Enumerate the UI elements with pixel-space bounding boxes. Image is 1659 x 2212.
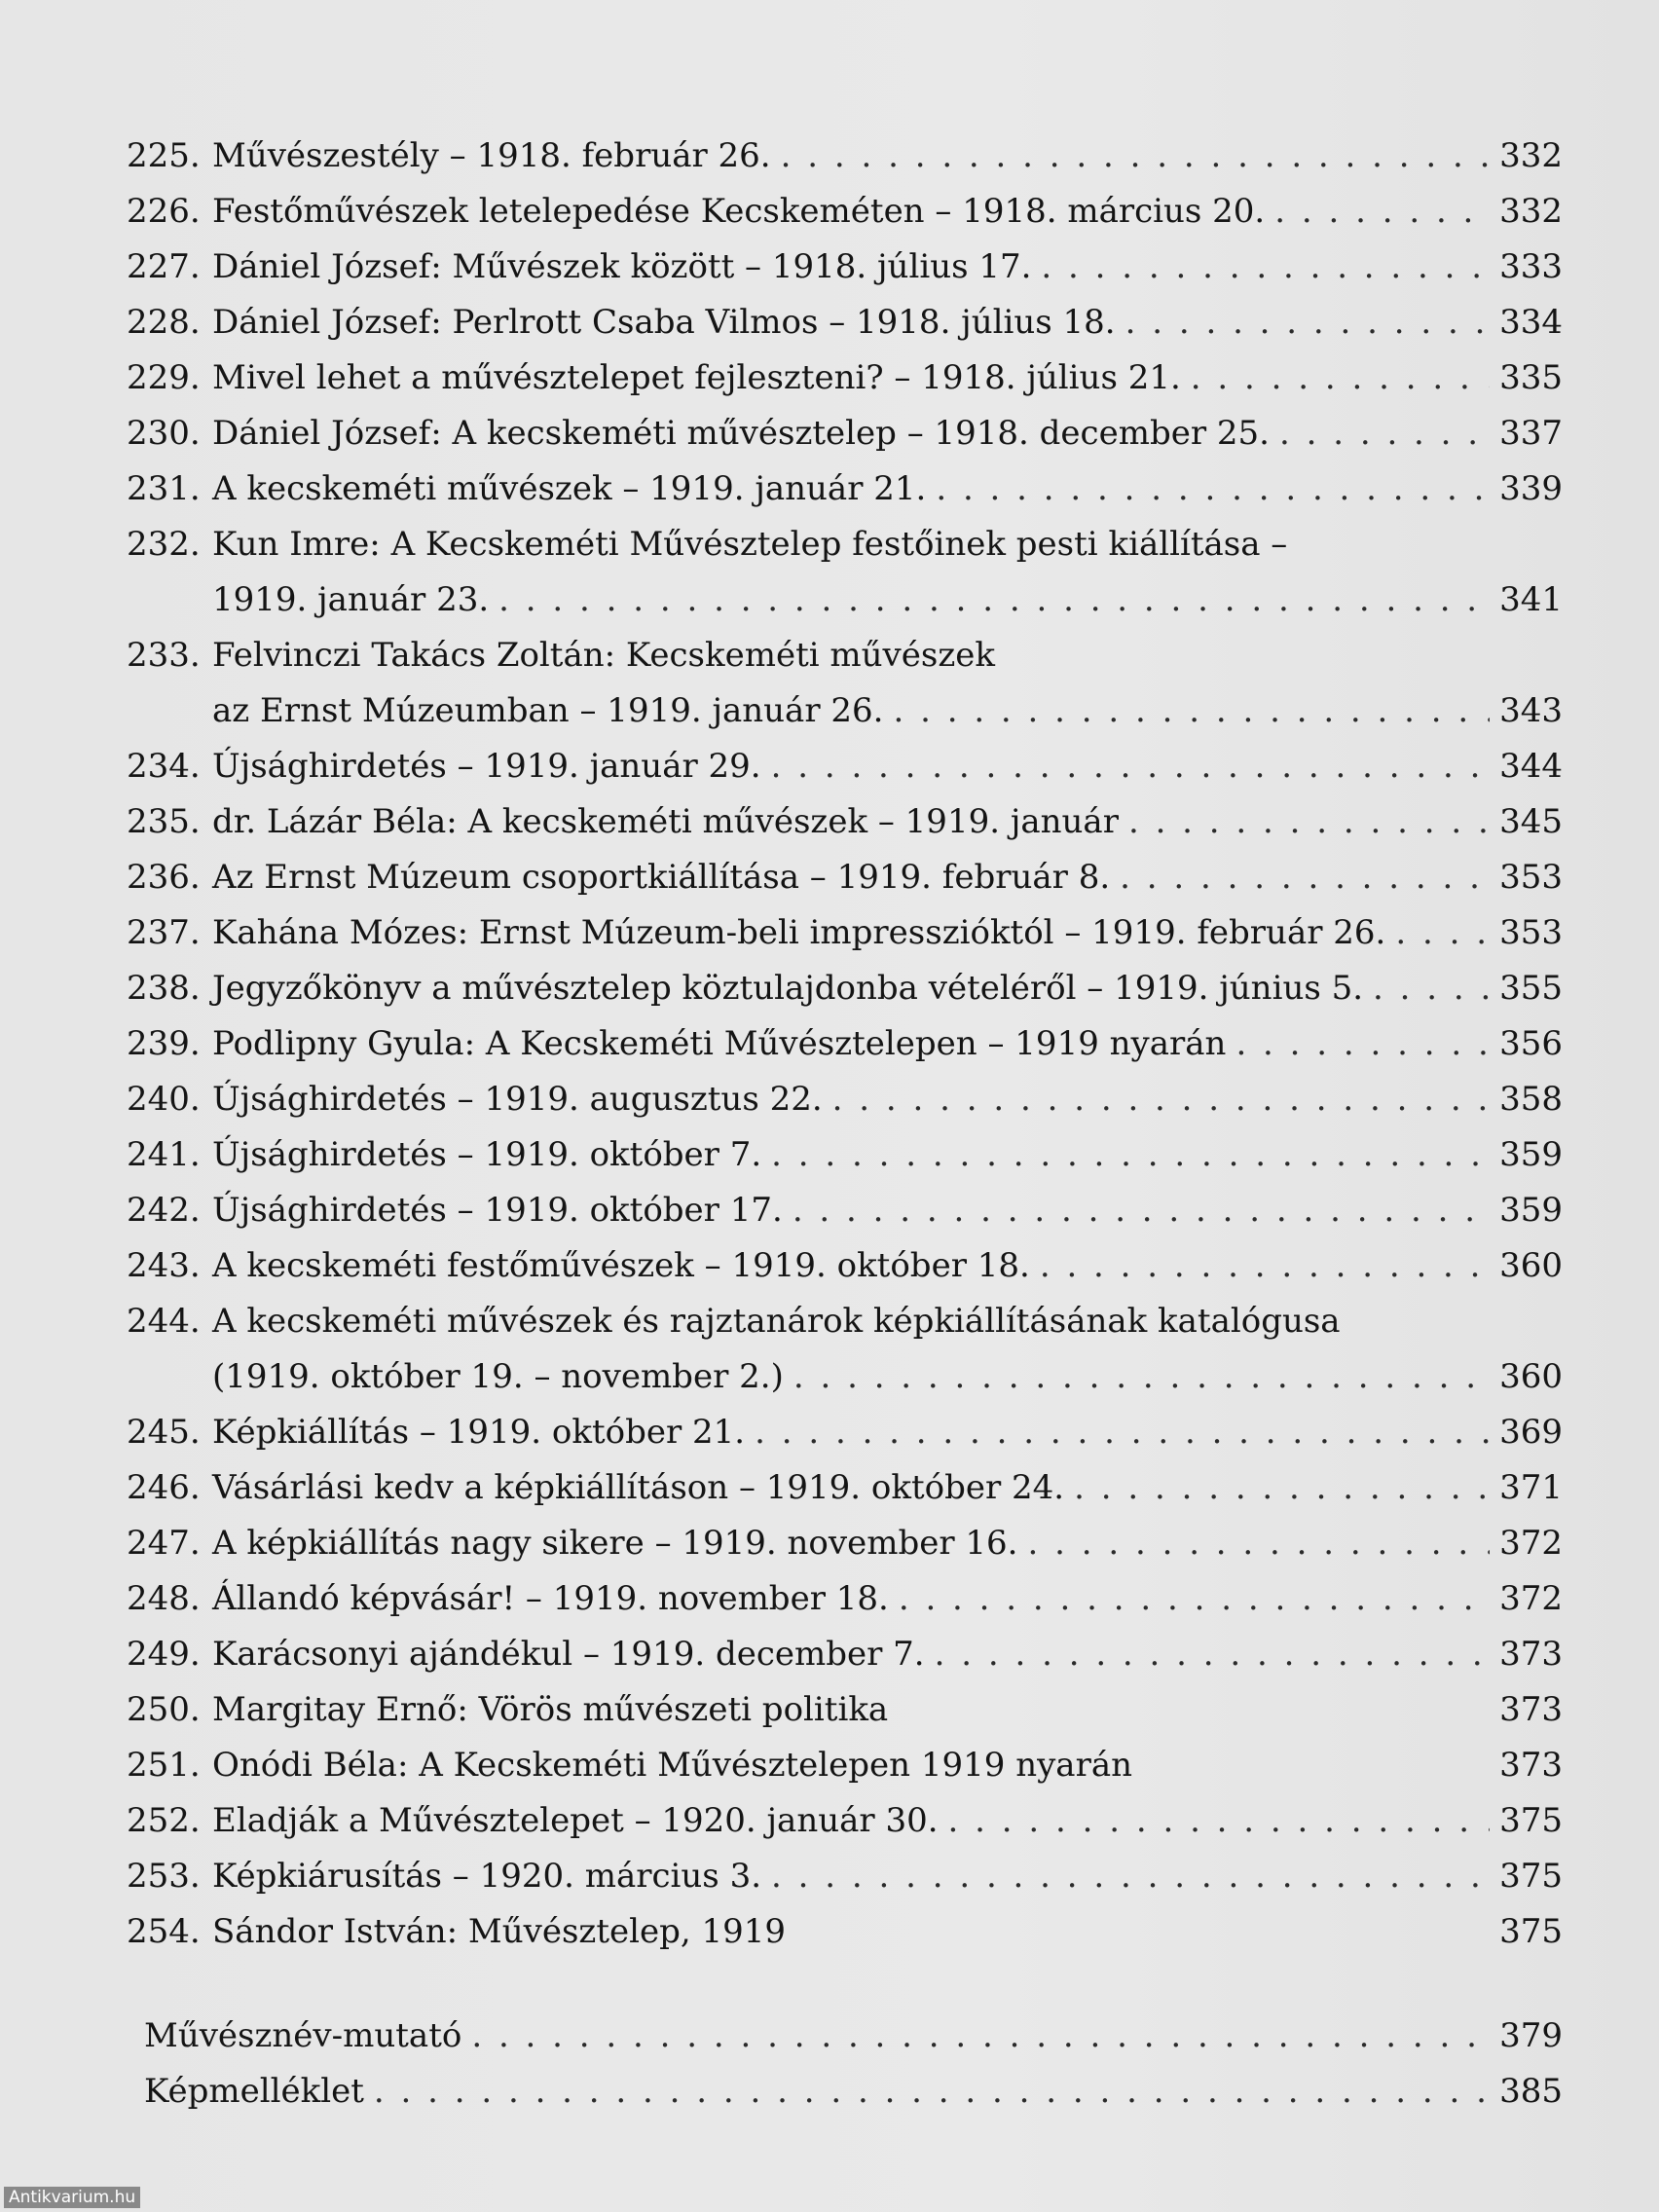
- entry-line: [212, 295, 1563, 350]
- entry-number: 250.: [127, 1690, 201, 1729]
- entry-line: [212, 683, 1563, 739]
- entry-number: 244.: [127, 1302, 201, 1341]
- entry-line: [212, 1904, 1563, 1960]
- entry-page-number: 356: [1499, 1024, 1563, 1063]
- entry-number: 230.: [127, 414, 201, 453]
- dot-leader: [1074, 1460, 1490, 1516]
- entry-title-line1: A kecskeméti művészek és rajztanárok képkiállításának katalógusa: [212, 1302, 1341, 1341]
- entry-title: Festőművészek letelepedése Kecskeméten – 1918. március 20.: [212, 192, 1266, 231]
- dot-leader: [1041, 240, 1490, 295]
- entry-title: Podlipny Gyula: A Kecskeméti Művésztelepen – 1919 nyarán: [212, 1024, 1227, 1063]
- entry-page-number: 385: [1499, 2072, 1563, 2111]
- entry-title: A képkiállítás nagy sikere – 1919. november 16.: [212, 1524, 1018, 1563]
- toc-entry: [117, 1738, 1563, 1793]
- entry-line: [212, 1627, 1563, 1682]
- watermark: Antikvarium.hu: [4, 2187, 140, 2208]
- entry-number: 241.: [127, 1135, 201, 1174]
- entry-page-number: 337: [1499, 414, 1563, 453]
- dot-leader: [936, 461, 1490, 517]
- entry-line: [212, 794, 1563, 850]
- dot-leader: [755, 1405, 1490, 1460]
- dot-leader: [899, 1571, 1490, 1627]
- toc-entry: [117, 295, 1563, 350]
- entry-number: 252.: [127, 1801, 201, 1840]
- toc-entry: [117, 184, 1563, 240]
- entry-page-number: 341: [1499, 580, 1563, 619]
- entry-title: 1919. január 23.: [212, 580, 490, 619]
- entry-number: 253.: [127, 1857, 201, 1896]
- toc-entry: [117, 517, 1563, 628]
- entry-page-number: 372: [1499, 1579, 1563, 1618]
- entry-line: [144, 2009, 1563, 2064]
- entry-page-number: 369: [1499, 1413, 1563, 1452]
- toc-entry: [117, 1571, 1563, 1627]
- entry-number: 227.: [127, 247, 201, 286]
- entry-title: Kahána Mózes: Ernst Múzeum-beli impresszióktól – 1919. február 26.: [212, 913, 1386, 952]
- entry-number: 234.: [127, 747, 201, 786]
- entry-title: A kecskeméti festőművészek – 1919. október 18.: [212, 1246, 1030, 1285]
- entry-title: Eladják a Művésztelepet – 1920. január 30.: [212, 1801, 939, 1840]
- entry-title: Jegyzőkönyv a művésztelep köztulajdonba vételéről – 1919. június 5.: [212, 969, 1364, 1008]
- toc-entry: [117, 1072, 1563, 1127]
- toc-entry: [117, 1294, 1563, 1405]
- entry-page-number: 375: [1499, 1801, 1563, 1840]
- entry-title: Újsághirdetés – 1919. október 7.: [212, 1135, 762, 1174]
- entry-title: Dániel József: A kecskeméti művésztelep – 1918. december 25.: [212, 414, 1270, 453]
- entry-page-number: 339: [1499, 469, 1563, 508]
- entry-number: 245.: [127, 1413, 201, 1452]
- entry-line: [212, 406, 1563, 461]
- entry-line: [144, 2064, 1563, 2120]
- entry-number: 237.: [127, 913, 201, 952]
- dot-leader: [1040, 1238, 1490, 1294]
- dot-leader: [771, 1127, 1490, 1183]
- entry-page-number: 353: [1499, 913, 1563, 952]
- toc-entry: [117, 961, 1563, 1016]
- entry-title: A kecskeméti művészek – 1919. január 21.: [212, 469, 927, 508]
- dot-leader: [771, 1849, 1490, 1904]
- entry-title: Művészestély – 1918. február 26.: [212, 136, 771, 175]
- toc-entry: [117, 461, 1563, 517]
- entry-line: [212, 572, 1563, 628]
- entry-line: [212, 1238, 1563, 1294]
- entry-line: [212, 1571, 1563, 1627]
- entry-line: [212, 1849, 1563, 1904]
- entry-page-number: 360: [1499, 1357, 1563, 1396]
- toc-entry: [117, 1405, 1563, 1460]
- entry-title: (1919. október 19. – november 2.): [212, 1357, 784, 1396]
- dot-leader: [771, 739, 1491, 794]
- toc-entry: [117, 628, 1563, 739]
- entry-page-number: 359: [1499, 1135, 1563, 1174]
- entry-number: 232.: [127, 525, 201, 564]
- entry-number: 238.: [127, 969, 201, 1008]
- toc-entry: [117, 1516, 1563, 1571]
- entry-number: 236.: [127, 858, 201, 897]
- table-of-contents: [117, 129, 1563, 1960]
- entry-line: [212, 184, 1563, 240]
- dot-leader: [374, 2064, 1490, 2120]
- toc-entry: [117, 1238, 1563, 1294]
- dot-leader: [893, 683, 1490, 739]
- entry-title: Képkiárusítás – 1920. március 3.: [212, 1857, 762, 1896]
- entry-number: 251.: [127, 1746, 201, 1785]
- dot-leader: [793, 1349, 1490, 1405]
- toc-entry: [117, 129, 1563, 184]
- entry-title: dr. Lázár Béla: A kecskeméti művészek – 1919. január: [212, 802, 1119, 841]
- dot-leader: [1128, 794, 1490, 850]
- entry-title: Képkiállítás – 1919. október 21.: [212, 1413, 746, 1452]
- entry-page-number: 373: [1499, 1690, 1563, 1729]
- entry-title: Dániel József: Művészek között – 1918. július 17.: [212, 247, 1032, 286]
- entry-page-number: 373: [1499, 1746, 1563, 1785]
- entry-page-number: 355: [1499, 969, 1563, 1008]
- dot-leader: [1395, 905, 1490, 961]
- dot-leader: [781, 129, 1490, 184]
- toc-entry: [117, 850, 1563, 905]
- entry-line: [212, 1016, 1563, 1072]
- entry-title: Sándor István: Művésztelep, 1919: [212, 1912, 787, 1951]
- entry-line: [212, 1793, 1563, 1849]
- entry-line: [212, 961, 1563, 1016]
- entry-number: 242.: [127, 1191, 201, 1230]
- toc-entry: [117, 905, 1563, 961]
- entry-number: 226.: [127, 192, 201, 231]
- toc-entry: [117, 1849, 1563, 1904]
- toc-entry: [117, 1682, 1563, 1738]
- entry-number: 240.: [127, 1080, 201, 1119]
- entry-number: 247.: [127, 1524, 201, 1563]
- entry-page-number: 372: [1499, 1524, 1563, 1563]
- dot-leader: [1125, 295, 1490, 350]
- dot-leader: [498, 572, 1490, 628]
- entry-page-number: 345: [1499, 802, 1563, 841]
- entry-page-number: 332: [1499, 192, 1563, 231]
- entry-page-number: 343: [1499, 691, 1563, 730]
- dot-leader: [935, 1627, 1490, 1682]
- entry-number: 246.: [127, 1468, 201, 1507]
- entry-number: 248.: [127, 1579, 201, 1618]
- toc-entry: [117, 406, 1563, 461]
- toc-entry: [117, 1127, 1563, 1183]
- entry-page-number: 334: [1499, 303, 1563, 342]
- entry-line: [212, 1072, 1563, 1127]
- entry-title: Az Ernst Múzeum csoportkiállítása – 1919. február 8.: [212, 858, 1111, 897]
- toc-entry: [117, 1904, 1563, 1960]
- entry-page-number: 371: [1499, 1468, 1563, 1507]
- entry-title: Újsághirdetés – 1919. október 17.: [212, 1191, 783, 1230]
- entry-title: Újsághirdetés – 1919. január 29.: [212, 747, 761, 786]
- entry-number: 249.: [127, 1635, 201, 1674]
- entry-title: Karácsonyi ajándékul – 1919. december 7.: [212, 1635, 925, 1674]
- back-matter-entry: [144, 2009, 1563, 2064]
- entry-number: 243.: [127, 1246, 201, 1285]
- entry-title: Állandó képvásár! – 1919. november 18.: [212, 1579, 889, 1618]
- toc-entry: [117, 1183, 1563, 1238]
- dot-leader: [1191, 350, 1490, 406]
- dot-leader: [1373, 961, 1490, 1016]
- entry-page-number: 379: [1499, 2016, 1563, 2055]
- entry-line: [212, 129, 1563, 184]
- toc-entry: [117, 1016, 1563, 1072]
- entry-line: [212, 1460, 1563, 1516]
- toc-entry: [117, 240, 1563, 295]
- entry-page-number: 358: [1499, 1080, 1563, 1119]
- entry-title: Onódi Béla: A Kecskeméti Művésztelepen 1919 nyarán: [212, 1746, 1132, 1785]
- entry-page-number: 375: [1499, 1857, 1563, 1896]
- toc-entry: [117, 350, 1563, 406]
- dot-leader: [1235, 1016, 1490, 1072]
- toc-entry: [117, 794, 1563, 850]
- entry-number: 254.: [127, 1912, 201, 1951]
- dot-leader: [471, 2009, 1490, 2064]
- entry-page-number: 344: [1499, 747, 1563, 786]
- dot-leader: [948, 1793, 1491, 1849]
- entry-line: [212, 1738, 1563, 1793]
- entry-line: [212, 1682, 1563, 1738]
- entry-number: 229.: [127, 358, 201, 397]
- entry-page-number: 332: [1499, 136, 1563, 175]
- entry-title: Vásárlási kedv a képkiállításon – 1919. október 24.: [212, 1468, 1065, 1507]
- dot-leader: [1120, 850, 1490, 905]
- entry-line: [212, 1127, 1563, 1183]
- dot-leader: [1274, 184, 1490, 240]
- entry-line: [212, 905, 1563, 961]
- entry-line: [212, 1349, 1563, 1405]
- entry-title-line1: Kun Imre: A Kecskeméti Művésztelep festőinek pesti kiállítása –: [212, 525, 1288, 564]
- toc-entry: [117, 1627, 1563, 1682]
- entry-line: [212, 1183, 1563, 1238]
- entry-title-line1: Felvinczi Takács Zoltán: Kecskeméti művészek: [212, 636, 995, 675]
- entry-number: 225.: [127, 136, 201, 175]
- entry-number: 228.: [127, 303, 201, 342]
- entry-line: [212, 739, 1563, 794]
- toc-entry: [117, 739, 1563, 794]
- entry-title: az Ernst Múzeumban – 1919. január 26.: [212, 691, 884, 730]
- entry-page-number: 375: [1499, 1912, 1563, 1951]
- entry-page-number: 360: [1499, 1246, 1563, 1285]
- entry-title: Mivel lehet a művésztelepet fejleszteni? – 1918. július 21.: [212, 358, 1181, 397]
- entry-line: [212, 850, 1563, 905]
- toc-entry: [117, 1460, 1563, 1516]
- entry-title: Margitay Ernő: Vörös művészeti politika: [212, 1690, 889, 1729]
- dot-leader: [832, 1072, 1490, 1127]
- entry-line: [212, 350, 1563, 406]
- entry-title: Képmelléklet: [144, 2072, 364, 2111]
- back-matter-entry: [144, 2064, 1563, 2120]
- dot-leader: [1279, 406, 1490, 461]
- entry-page-number: 335: [1499, 358, 1563, 397]
- back-matter-list: [144, 2009, 1563, 2120]
- entry-page-number: 353: [1499, 858, 1563, 897]
- entry-number: 239.: [127, 1024, 201, 1063]
- entry-number: 231.: [127, 469, 201, 508]
- entry-line: [212, 1405, 1563, 1460]
- entry-page-number: 333: [1499, 247, 1563, 286]
- entry-page-number: 359: [1499, 1191, 1563, 1230]
- dot-leader: [793, 1183, 1490, 1238]
- entry-title: Újsághirdetés – 1919. augusztus 22.: [212, 1080, 823, 1119]
- toc-entry: [117, 1793, 1563, 1849]
- entry-line: [212, 461, 1563, 517]
- dot-leader: [1028, 1516, 1491, 1571]
- entry-page-number: 373: [1499, 1635, 1563, 1674]
- entry-line: [212, 240, 1563, 295]
- entry-title: Dániel József: Perlrott Csaba Vilmos – 1918. július 18.: [212, 303, 1116, 342]
- entry-line: [212, 1516, 1563, 1571]
- entry-title: Művésznév-mutató: [144, 2016, 462, 2055]
- entry-number: 233.: [127, 636, 201, 675]
- entry-number: 235.: [127, 802, 201, 841]
